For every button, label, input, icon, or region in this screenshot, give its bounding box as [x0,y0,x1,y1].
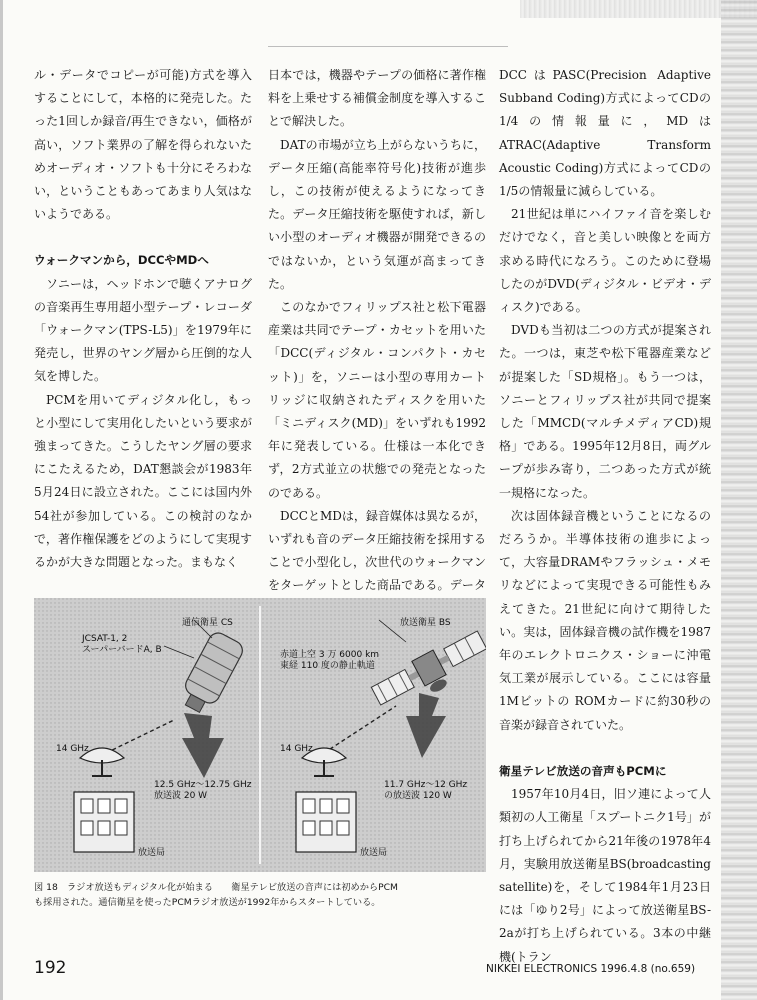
paragraph: 次は固体録音機ということになるのだろうか。半導体技術の進歩によって，大容量DRAMやフラッシュ・メモリなどによって実現できる可能性もみえてきた。21世紀に向けて期待したい。実は，固体録音機の試作機を1987年のエレクトロニクス・ショーに沖電気工業が展示している。ここには容量1Mビットの ROMカードに約30秒の音楽が録音されていた。 [499,508,711,732]
downlink-frequency-right: 11.7 GHz〜12 GHz の放送波 120 W [384,780,468,801]
scan-edge-left [0,0,3,1000]
station-label-right: 放送局 [360,848,388,858]
paragraph: ル・データでコピーが可能)方式を導入することにして，本格的に発売した。たった1回しか録音/再生できない，価格が高い，ソフト業界の了解を得られないためオーディオ・ソフトも十分にそろわない，ということもあってあまり人気はないようである。 [34,68,252,222]
paragraph: DVDも当初は二つの方式が提案された。一つは，東芝や松下電器産業などが提案した「SD規格」。もう一つは，ソニーとフィリップス社が共同で提案した「MMCD(マルチメディアCD)規格」である。1995年12月8日，両グループが歩み寄り，二つあった方式が統一規格になった。 [499,323,711,500]
scan-edge-right [721,0,757,1000]
section-heading: ウォークマンから，DCCやMDへ [34,253,209,268]
station-label-left: 放送局 [138,848,166,858]
text-column-1 [34,64,252,574]
paragraph: 1957年10月4日，旧ソ連によって人類初の人工衛星「スプートニク1号」が打ち上げられてから21年後の1978年4月，実験用放送衛星BS(broadcasting satellite)を，そして1984年1月23日には「ゆり2号」によって放送衛星BS-2aが打ち上げられている。3本の中継機(トラン [499,787,711,964]
section-heading: 衛星テレビ放送の音声もPCMに [499,763,667,778]
paragraph: DCCとMDは，録音媒体は異なるが，いずれも音のデータ圧縮技術を採用することで小型化し，次世代のウォークマンをターゲットとした商品である。データ [268,508,486,593]
paragraph: DCCはPASC(Precision Adaptive Subband Coding)方式によってCDの1/4の情報量に，MDはATRAC(Adaptive Transform Acoustic Coding)方式によってCDの1/5の情報量に減らしている。 [499,68,711,199]
paragraph: このなかでフィリップス社と松下電器産業は共同でテープ・カセットを用いた「DCC(ディジタル・コンパクト・カセット)」を，ソニーは小型の専用カートリッジに収納されたディスクを用いた「ミニディスク(MD)」をいずれも1992年に発表している。仕様は一本化できず，2方式並立の状態での発売となったのである。 [268,300,486,500]
figure-satellite-broadcast [34,598,486,872]
bs-satellite-label: 放送衛星 BS [400,618,451,628]
caption-line: 図 18 ラジオ放送もディジタル化が始まる 衛星テレビ放送の音声には初めからPCM [34,882,398,893]
downlink-frequency-left: 12.5 GHz〜12.75 GHz 放送波 20 W [154,780,252,801]
paragraph: DATの市場が立ち上がらないうちに，データ圧縮(高能率符号化)技術が進歩し，この技術が使えるようになってきた。データ圧縮技術を駆使すれば，新しい小型のオーディオ機器が開発できるのではないか，という気運が高まってきた。 [268,137,486,291]
text-column-2 [268,64,486,621]
publication-footer: NIKKEI ELECTRONICS 1996.4.8 (no.659) [486,963,696,975]
paragraph: 21世紀は単にハイファイ音を楽しむだけでなく，音と美しい映像とを両方求める時代になろう。このために登場したのがDVD(ディジタル・ビデオ・ディスク)である。 [499,207,711,315]
paragraph: PCMを用いてディジタル化し，もっと小型にして実用化したいという要求が強まってきた。こうしたヤング層の要求にこたえるため，DAT懇談会が1983年5月24日に設立された。ここには国内外54社が参加している。この検討のなかで，著作権保護をどのようにして実現するかが大きな問題となった。まもなく [34,392,252,570]
right-broadcast-station-icon [296,792,356,852]
uplink-frequency-left: 14 GHz [56,744,89,754]
jcsat-label: JCSAT-1, 2 スーパーバードA, B [82,634,162,655]
page-number: 192 [34,958,67,978]
figure-caption [34,880,486,910]
paragraph: 日本では，機器やテープの価格に著作権料を上乗せする補償金制度を導入することで解決した。 [268,68,486,129]
header-rule [268,46,508,47]
paragraph: ソニーは，ヘッドホンで聴くアナログの音楽再生専用超小型テープ・レコーダ「ウォークマン(TPS-L5)」を1979年に発売し，世界のヤング層から圧倒的な人気を博した。 [34,276,252,384]
orbit-label: 赤道上空 3 万 6000 km 東経 110 度の静止軌道 [280,650,380,671]
uplink-frequency-right: 14 GHz [280,744,313,754]
caption-line: も採用された。通信衛星を使ったPCMラジオ放送が1992年からスタートしている。 [34,897,381,908]
text-column-3 [499,64,711,969]
left-broadcast-station-icon [74,792,134,852]
cs-satellite-label: 通信衛星 CS [182,618,233,628]
